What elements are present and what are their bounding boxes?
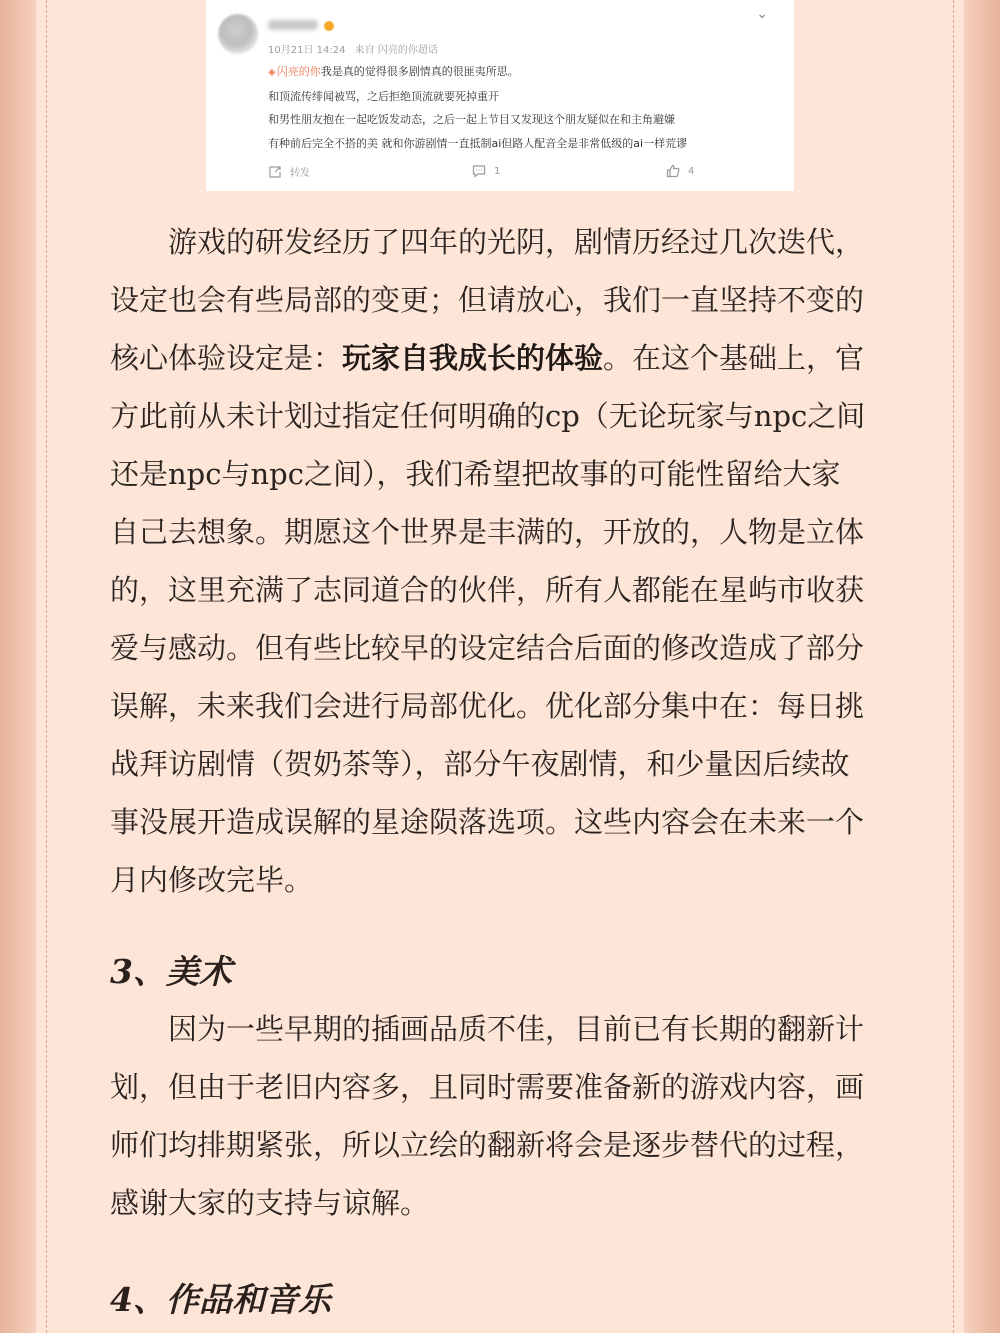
weibo-comment-card bbox=[206, 0, 794, 191]
comment-body bbox=[268, 60, 788, 155]
text-line: 月内修改完毕。 bbox=[110, 863, 314, 897]
comment-meta bbox=[268, 41, 444, 56]
comment-count: 1 bbox=[494, 165, 501, 177]
user-badge-icon bbox=[324, 21, 334, 31]
core-experience-highlight: 玩家自我成长的体验 bbox=[342, 341, 604, 375]
like-count: 4 bbox=[688, 165, 695, 177]
text-line: 战拜访剧情（贺奶茶等），部分午夜剧情，和少量因后续故 bbox=[110, 747, 850, 781]
text-line: 爱与感动。但有些比较早的设定结合后面的修改造成了部分 bbox=[110, 631, 865, 665]
art-paragraph bbox=[110, 1000, 910, 1232]
text-line: 划，但由于老旧内容多，且同时需要准备新的游戏内容，画 bbox=[110, 1070, 865, 1104]
text-line: 游戏的研发经历了四年的光阴，剧情历经过几次迭代， bbox=[168, 225, 865, 259]
text-line: 还是npc与npc之间），我们希望把故事的可能性留给大家 bbox=[110, 457, 841, 491]
like-button[interactable] bbox=[666, 164, 694, 178]
text-line: 师们均排期紧张，所以立绘的翻新将会是逐步替代的过程， bbox=[110, 1128, 865, 1162]
section-heading-works-music: 4、作品和音乐 bbox=[110, 1280, 331, 1319]
repost-button[interactable] bbox=[268, 164, 310, 179]
paper-border-left bbox=[46, 0, 47, 1333]
text-line: 误解，未来我们会进行局部优化。优化部分集中在：每日挑 bbox=[110, 689, 865, 723]
text-segment: 核心体验设定是： bbox=[110, 341, 343, 375]
text-line bbox=[110, 329, 910, 387]
repost-label: 转发 bbox=[290, 168, 310, 179]
text-line: 自己去想象。期愿这个世界是丰满的，开放的，人物是立体 bbox=[110, 515, 865, 549]
repost-icon bbox=[268, 165, 282, 179]
text-line: 感谢大家的支持与谅解。 bbox=[110, 1186, 430, 1220]
supertopic-icon: ◈ bbox=[268, 67, 276, 78]
comment-source[interactable]: 来自 闪亮的你超话 bbox=[354, 45, 438, 56]
comment-icon bbox=[472, 164, 486, 178]
story-paragraph bbox=[110, 213, 910, 909]
avatar[interactable] bbox=[218, 14, 258, 54]
comment-line: 和男性朋友抱在一起吃饭发动态，之后一起上节目又发现这个朋友疑似在和主角避嫌 bbox=[268, 113, 675, 126]
supertopic-mention[interactable]: 闪亮的你 bbox=[276, 65, 321, 78]
comment-line bbox=[268, 60, 788, 85]
comment-actions bbox=[268, 164, 768, 180]
comment-button[interactable] bbox=[472, 164, 500, 178]
text-line: 的，这里充满了志同道合的伙伴，所有人都能在星屿市收获 bbox=[110, 573, 865, 607]
section-heading-art: 3、美术 bbox=[110, 952, 232, 991]
text-line: 设定也会有些局部的变更；但请放心，我们一直坚持不变的 bbox=[110, 283, 865, 317]
thumbs-up-icon bbox=[666, 164, 680, 178]
comment-text: 我是真的觉得很多剧情真的很匪夷所思。 bbox=[320, 65, 519, 78]
chevron-down-icon[interactable]: ⌄ bbox=[756, 6, 768, 22]
text-line: 方此前从未计划过指定任何明确的cp（无论玩家与npc之间 bbox=[110, 399, 866, 433]
username-blurred[interactable] bbox=[268, 20, 318, 30]
comment-time: 10月21日 14:24 bbox=[268, 45, 346, 56]
comment-line: 有种前后完全不搭的美 就和你游剧情一直抵制ai但路人配音全是非常低级的ai一样荒谬 bbox=[268, 136, 688, 150]
text-line: 事没展开造成误解的星途陨落选项。这些内容会在未来一个 bbox=[110, 805, 865, 839]
text-segment: 。在这个基础上，官 bbox=[603, 341, 865, 375]
paper-border-right bbox=[953, 0, 954, 1333]
comment-line: 和顶流传绯闻被骂，之后拒绝顶流就要死掉重开 bbox=[268, 89, 499, 103]
text-line: 因为一些早期的插画品质不佳，目前已有长期的翻新计 bbox=[168, 1012, 865, 1046]
